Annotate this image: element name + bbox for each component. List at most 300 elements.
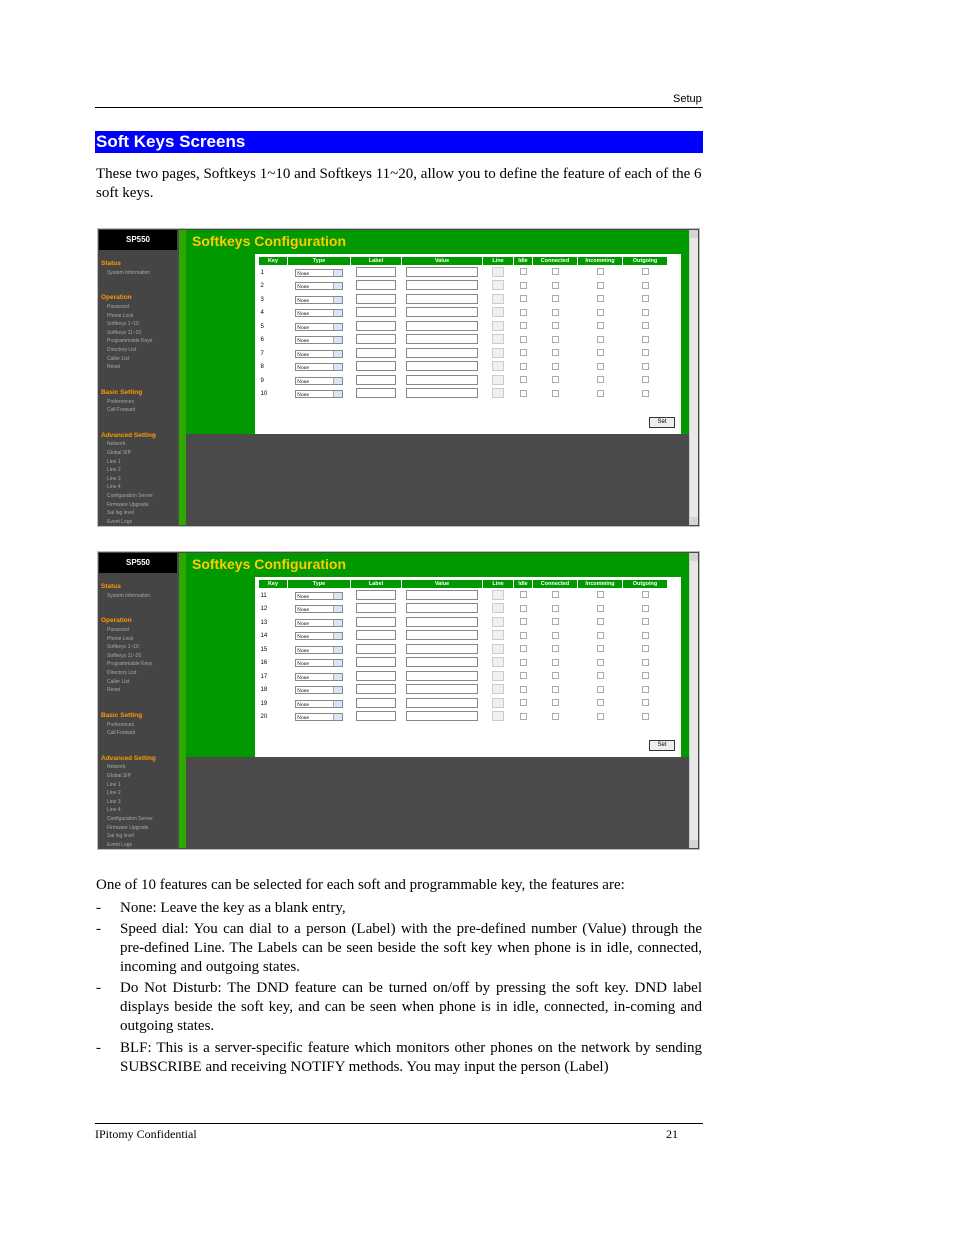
key-number: 4 (260, 310, 264, 317)
screenshot-softkeys-11-20 (97, 551, 700, 850)
line-select[interactable] (492, 361, 504, 371)
nav-item[interactable]: Firmware Upgrade (107, 824, 149, 831)
label-input[interactable] (356, 375, 396, 385)
connected-checkbox[interactable] (552, 363, 559, 370)
nav-item[interactable]: Softkeys 11~20 (107, 652, 142, 659)
label-input[interactable] (356, 348, 396, 358)
nav-item[interactable]: Configuration Server (107, 816, 153, 823)
nav-item[interactable]: Global SIP (107, 450, 131, 457)
key-number: 12 (260, 606, 268, 613)
type-select-value: None (297, 378, 309, 385)
label-input[interactable] (356, 644, 396, 654)
type-select[interactable] (295, 390, 343, 398)
idle-checkbox[interactable] (520, 282, 527, 289)
value-input[interactable] (406, 590, 478, 600)
nav-item[interactable]: System Information (107, 592, 151, 599)
connected-checkbox[interactable] (552, 713, 559, 720)
incomming-checkbox[interactable] (597, 618, 604, 625)
type-select[interactable] (295, 632, 343, 640)
idle-checkbox[interactable] (520, 349, 527, 356)
green-margin-right (681, 577, 689, 757)
line-select[interactable] (492, 698, 504, 708)
column-header: Value (402, 580, 483, 589)
value-input[interactable] (406, 307, 478, 317)
chevron-down-icon (333, 647, 342, 653)
scrollbar[interactable] (689, 230, 698, 525)
type-select-value: None (297, 715, 309, 722)
scroll-up-icon[interactable] (690, 230, 698, 238)
line-select[interactable] (492, 684, 504, 694)
value-input[interactable] (406, 321, 478, 331)
nav-item[interactable]: Caller List (107, 355, 130, 362)
table-row (259, 589, 668, 603)
nav-item[interactable]: Programmable Keys (107, 661, 153, 668)
nav-item[interactable]: Preferences (107, 721, 134, 728)
line-select[interactable] (492, 388, 504, 398)
nav-group-basic[interactable]: Basic Setting (101, 711, 143, 719)
value-input[interactable] (406, 630, 478, 640)
column-header: Type (288, 580, 351, 589)
idle-checkbox[interactable] (520, 659, 527, 666)
table-row (259, 711, 668, 725)
table-row (259, 320, 668, 334)
connected-checkbox[interactable] (552, 618, 559, 625)
idle-checkbox[interactable] (520, 618, 527, 625)
line-select[interactable] (492, 590, 504, 600)
idle-checkbox[interactable] (520, 632, 527, 639)
label-input[interactable] (356, 630, 396, 640)
connected-checkbox[interactable] (552, 632, 559, 639)
chevron-down-icon (333, 606, 342, 612)
nav-item[interactable]: Directory List (107, 669, 137, 676)
header-rule (95, 107, 703, 108)
table-row (259, 347, 668, 361)
column-header: Label (351, 257, 402, 266)
table-row (259, 361, 668, 375)
green-margin-left (186, 577, 255, 757)
key-number: 18 (260, 687, 268, 694)
type-select[interactable] (295, 296, 343, 304)
type-select-value: None (297, 620, 309, 627)
column-header: Line (483, 257, 514, 266)
connected-checkbox[interactable] (552, 336, 559, 343)
type-select[interactable] (295, 673, 343, 681)
outgoing-checkbox[interactable] (642, 376, 649, 383)
type-select-value: None (297, 297, 309, 304)
type-select[interactable] (295, 686, 343, 694)
incomming-checkbox[interactable] (597, 699, 604, 706)
column-header: Type (288, 257, 351, 266)
connected-checkbox[interactable] (552, 295, 559, 302)
nav-item[interactable]: Reset (107, 364, 121, 371)
idle-checkbox[interactable] (520, 686, 527, 693)
label-input[interactable] (356, 361, 396, 371)
connected-checkbox[interactable] (552, 659, 559, 666)
label-input[interactable] (356, 671, 396, 681)
label-input[interactable] (356, 294, 396, 304)
scroll-up-icon[interactable] (690, 553, 698, 561)
bullet-marker: - (96, 921, 101, 937)
outgoing-checkbox[interactable] (642, 686, 649, 693)
nav-item[interactable]: Directory List (107, 346, 137, 353)
line-select[interactable] (492, 644, 504, 654)
type-select[interactable] (295, 363, 343, 371)
outgoing-checkbox[interactable] (642, 672, 649, 679)
value-input[interactable] (406, 267, 478, 277)
type-select-value: None (297, 647, 309, 654)
line-select[interactable] (492, 375, 504, 385)
outgoing-checkbox[interactable] (642, 713, 649, 720)
connected-checkbox[interactable] (552, 605, 559, 612)
key-number: 15 (260, 646, 268, 653)
line-select[interactable] (492, 267, 504, 277)
connected-checkbox[interactable] (552, 390, 559, 397)
table-row (259, 670, 668, 684)
idle-checkbox[interactable] (520, 336, 527, 343)
label-input[interactable] (356, 307, 396, 317)
chevron-down-icon (333, 660, 342, 666)
incomming-checkbox[interactable] (597, 363, 604, 370)
outgoing-checkbox[interactable] (642, 632, 649, 639)
empty-area (186, 434, 689, 525)
outgoing-checkbox[interactable] (642, 336, 649, 343)
nav-item[interactable]: Sal log level (107, 510, 134, 517)
column-header: Label (351, 580, 402, 589)
label-input[interactable] (356, 617, 396, 627)
green-strip (179, 230, 186, 525)
nav-item[interactable]: Line 2 (107, 467, 121, 474)
incomming-checkbox[interactable] (597, 336, 604, 343)
features-intro: One of 10 features can be selected for each soft and programmable key, the features are: (96, 877, 625, 893)
value-input[interactable] (406, 348, 478, 358)
incomming-checkbox[interactable] (597, 672, 604, 679)
key-number: 1 (260, 269, 264, 276)
idle-checkbox[interactable] (520, 376, 527, 383)
value-input[interactable] (406, 657, 478, 667)
value-input[interactable] (406, 361, 478, 371)
nav-item[interactable]: Softkeys 1~10 (107, 644, 139, 651)
type-select[interactable] (295, 592, 343, 600)
incomming-checkbox[interactable] (597, 591, 604, 598)
nav-item[interactable]: Programmable Keys (107, 338, 153, 345)
idle-checkbox[interactable] (520, 390, 527, 397)
incomming-checkbox[interactable] (597, 390, 604, 397)
nav-item[interactable]: Event Logs (107, 518, 133, 525)
idle-checkbox[interactable] (520, 699, 527, 706)
brand-logo: SP550 (99, 553, 177, 573)
idle-checkbox[interactable] (520, 309, 527, 316)
connected-checkbox[interactable] (552, 672, 559, 679)
idle-checkbox[interactable] (520, 605, 527, 612)
green-margin-right (681, 254, 689, 434)
outgoing-checkbox[interactable] (642, 591, 649, 598)
connected-checkbox[interactable] (552, 645, 559, 652)
idle-checkbox[interactable] (520, 363, 527, 370)
key-number: 3 (260, 296, 264, 303)
connected-checkbox[interactable] (552, 282, 559, 289)
chevron-down-icon (333, 337, 342, 343)
chevron-down-icon (333, 674, 342, 680)
label-input[interactable] (356, 267, 396, 277)
nav-item[interactable]: Password (107, 303, 129, 310)
line-select[interactable] (492, 348, 504, 358)
incomming-checkbox[interactable] (597, 322, 604, 329)
type-select[interactable] (295, 350, 343, 358)
chevron-down-icon (333, 633, 342, 639)
outgoing-checkbox[interactable] (642, 268, 649, 275)
nav-item[interactable]: Global SIP (107, 773, 131, 780)
type-select[interactable] (295, 619, 343, 627)
nav-item[interactable]: Phone Lock (107, 635, 134, 642)
nav-group-operation[interactable]: Operation (101, 617, 132, 625)
idle-checkbox[interactable] (520, 295, 527, 302)
idle-checkbox[interactable] (520, 645, 527, 652)
green-margin-left (186, 254, 255, 434)
type-select[interactable] (295, 269, 343, 277)
line-select[interactable] (492, 321, 504, 331)
nav-item[interactable]: Reset (107, 687, 121, 694)
table-row (259, 374, 668, 388)
nav-group-advanced[interactable]: Advanced Setting (101, 754, 156, 762)
outgoing-checkbox[interactable] (642, 295, 649, 302)
chevron-down-icon (333, 324, 342, 330)
table-row (259, 266, 668, 280)
scroll-down-icon[interactable] (690, 840, 698, 848)
table-row (259, 684, 668, 698)
nav-group-status[interactable]: Status (101, 260, 121, 267)
nav-menu (101, 260, 177, 526)
incomming-checkbox[interactable] (597, 309, 604, 316)
outgoing-checkbox[interactable] (642, 605, 649, 612)
label-input[interactable] (356, 698, 396, 708)
incomming-checkbox[interactable] (597, 713, 604, 720)
table-row (259, 616, 668, 630)
value-input[interactable] (406, 375, 478, 385)
incomming-checkbox[interactable] (597, 282, 604, 289)
key-number: 7 (260, 350, 264, 357)
line-select[interactable] (492, 657, 504, 667)
line-select[interactable] (492, 307, 504, 317)
connected-checkbox[interactable] (552, 309, 559, 316)
outgoing-checkbox[interactable] (642, 645, 649, 652)
label-input[interactable] (356, 280, 396, 290)
outgoing-checkbox[interactable] (642, 309, 649, 316)
nav-item[interactable]: Password (107, 626, 129, 633)
value-input[interactable] (406, 644, 478, 654)
nav-sidebar (99, 553, 177, 848)
value-input[interactable] (406, 280, 478, 290)
idle-checkbox[interactable] (520, 672, 527, 679)
idle-checkbox[interactable] (520, 713, 527, 720)
type-select[interactable] (295, 377, 343, 385)
bullet-marker: - (96, 980, 101, 996)
label-input[interactable] (356, 603, 396, 613)
idle-checkbox[interactable] (520, 591, 527, 598)
outgoing-checkbox[interactable] (642, 699, 649, 706)
incomming-checkbox[interactable] (597, 645, 604, 652)
outgoing-checkbox[interactable] (642, 282, 649, 289)
connected-checkbox[interactable] (552, 686, 559, 693)
outgoing-checkbox[interactable] (642, 322, 649, 329)
incomming-checkbox[interactable] (597, 268, 604, 275)
value-input[interactable] (406, 617, 478, 627)
line-select[interactable] (492, 630, 504, 640)
nav-item[interactable]: Line 4 (107, 484, 121, 491)
nav-group-status[interactable]: Status (101, 583, 121, 590)
line-select[interactable] (492, 280, 504, 290)
label-input[interactable] (356, 321, 396, 331)
nav-item[interactable]: Line 4 (107, 807, 121, 814)
connected-checkbox[interactable] (552, 322, 559, 329)
outgoing-checkbox[interactable] (642, 659, 649, 666)
chevron-down-icon (333, 714, 342, 720)
page-title: Softkeys Configuration (192, 556, 347, 572)
type-select[interactable] (295, 336, 343, 344)
label-input[interactable] (356, 334, 396, 344)
nav-group-basic[interactable]: Basic Setting (101, 388, 143, 396)
nav-item[interactable]: System Information (107, 269, 151, 276)
idle-checkbox[interactable] (520, 322, 527, 329)
type-select[interactable] (295, 605, 343, 613)
table-row (259, 334, 668, 348)
value-input[interactable] (406, 603, 478, 613)
key-number: 14 (260, 633, 268, 640)
type-select[interactable] (295, 646, 343, 654)
outgoing-checkbox[interactable] (642, 363, 649, 370)
nav-sidebar (99, 230, 177, 525)
line-select[interactable] (492, 617, 504, 627)
empty-area (186, 757, 689, 848)
nav-item[interactable]: Call Forward (107, 730, 136, 737)
nav-group-advanced[interactable]: Advanced Setting (101, 431, 156, 439)
label-input[interactable] (356, 590, 396, 600)
table-row (259, 603, 668, 617)
key-number: 2 (260, 283, 264, 290)
key-number: 9 (260, 377, 264, 384)
bullet-marker: - (96, 900, 101, 916)
line-select[interactable] (492, 294, 504, 304)
value-input[interactable] (406, 334, 478, 344)
incomming-checkbox[interactable] (597, 349, 604, 356)
nav-item[interactable]: Call Forward (107, 407, 136, 414)
nav-group-operation[interactable]: Operation (101, 294, 132, 302)
type-select[interactable] (295, 309, 343, 317)
value-input[interactable] (406, 671, 478, 681)
set-button[interactable]: Set (649, 740, 675, 751)
type-select[interactable] (295, 700, 343, 708)
nav-item[interactable]: Line 3 (107, 798, 121, 805)
intro-paragraph: These two pages, Softkeys 1~10 and Softkeys 11~20, allow you to define the feature of each of the 6 soft keys. (96, 166, 702, 201)
bullet-dnd: Do Not Disturb: The DND feature can be turned on/off by pressing the soft key. DND label displays beside the soft key, and can be seen when phone is in idle, connected, in-coming and outgoing states. (120, 980, 702, 1034)
incomming-checkbox[interactable] (597, 686, 604, 693)
nav-item[interactable]: Caller List (107, 678, 130, 685)
line-select[interactable] (492, 671, 504, 681)
column-header: Connected (533, 580, 578, 589)
value-input[interactable] (406, 294, 478, 304)
chevron-down-icon (333, 364, 342, 370)
table-row (259, 657, 668, 671)
value-input[interactable] (406, 684, 478, 694)
nav-item[interactable]: Line 1 (107, 458, 121, 465)
type-select[interactable] (295, 282, 343, 290)
line-select[interactable] (492, 711, 504, 721)
incomming-checkbox[interactable] (597, 632, 604, 639)
label-input[interactable] (356, 388, 396, 398)
connected-checkbox[interactable] (552, 699, 559, 706)
label-input[interactable] (356, 684, 396, 694)
column-header: Idle (514, 257, 533, 266)
nav-item[interactable]: Phone Lock (107, 312, 134, 319)
page-number: 21 (666, 1127, 678, 1141)
table-row (259, 293, 668, 307)
key-number: 6 (260, 337, 264, 344)
incomming-checkbox[interactable] (597, 659, 604, 666)
nav-item[interactable]: Network (107, 764, 126, 771)
label-input[interactable] (356, 657, 396, 667)
nav-item[interactable]: Line 2 (107, 790, 121, 797)
incomming-checkbox[interactable] (597, 376, 604, 383)
key-number: 10 (260, 391, 268, 398)
nav-item[interactable]: Firmware Upgrade (107, 501, 149, 508)
chevron-down-icon (333, 620, 342, 626)
outgoing-checkbox[interactable] (642, 390, 649, 397)
nav-item[interactable]: Sal log level (107, 833, 134, 840)
line-select[interactable] (492, 603, 504, 613)
connected-checkbox[interactable] (552, 349, 559, 356)
nav-item[interactable]: Line 1 (107, 781, 121, 788)
column-header: Value (402, 257, 483, 266)
line-select[interactable] (492, 334, 504, 344)
type-select-value: None (297, 311, 309, 318)
connected-checkbox[interactable] (552, 268, 559, 275)
column-header: Key (259, 580, 288, 589)
outgoing-checkbox[interactable] (642, 618, 649, 625)
connected-checkbox[interactable] (552, 591, 559, 598)
nav-item[interactable]: Softkeys 1~10 (107, 321, 139, 328)
key-number: 16 (260, 660, 268, 667)
incomming-checkbox[interactable] (597, 295, 604, 302)
column-header: Idle (514, 580, 533, 589)
connected-checkbox[interactable] (552, 376, 559, 383)
nav-item[interactable]: Event Logs (107, 841, 133, 848)
nav-item[interactable]: Network (107, 441, 126, 448)
column-header: Outgoing (623, 580, 668, 589)
outgoing-checkbox[interactable] (642, 349, 649, 356)
title-bar (186, 230, 689, 254)
incomming-checkbox[interactable] (597, 605, 604, 612)
key-number: 13 (260, 619, 268, 626)
value-input[interactable] (406, 698, 478, 708)
nav-item[interactable]: Softkeys 11~20 (107, 329, 142, 336)
label-input[interactable] (356, 711, 396, 721)
green-strip (179, 553, 186, 848)
value-input[interactable] (406, 388, 478, 398)
type-select[interactable] (295, 323, 343, 331)
nav-item[interactable]: Preferences (107, 398, 134, 405)
key-number: 17 (260, 673, 268, 680)
type-select[interactable] (295, 659, 343, 667)
set-button[interactable]: Set (649, 417, 675, 428)
nav-item[interactable]: Line 3 (107, 475, 121, 482)
chevron-down-icon (333, 687, 342, 693)
nav-item[interactable]: Configuration Server (107, 493, 153, 500)
type-select[interactable] (295, 713, 343, 721)
idle-checkbox[interactable] (520, 268, 527, 275)
scroll-down-icon[interactable] (690, 517, 698, 525)
value-input[interactable] (406, 711, 478, 721)
table-row (259, 697, 668, 711)
scrollbar[interactable] (689, 553, 698, 848)
